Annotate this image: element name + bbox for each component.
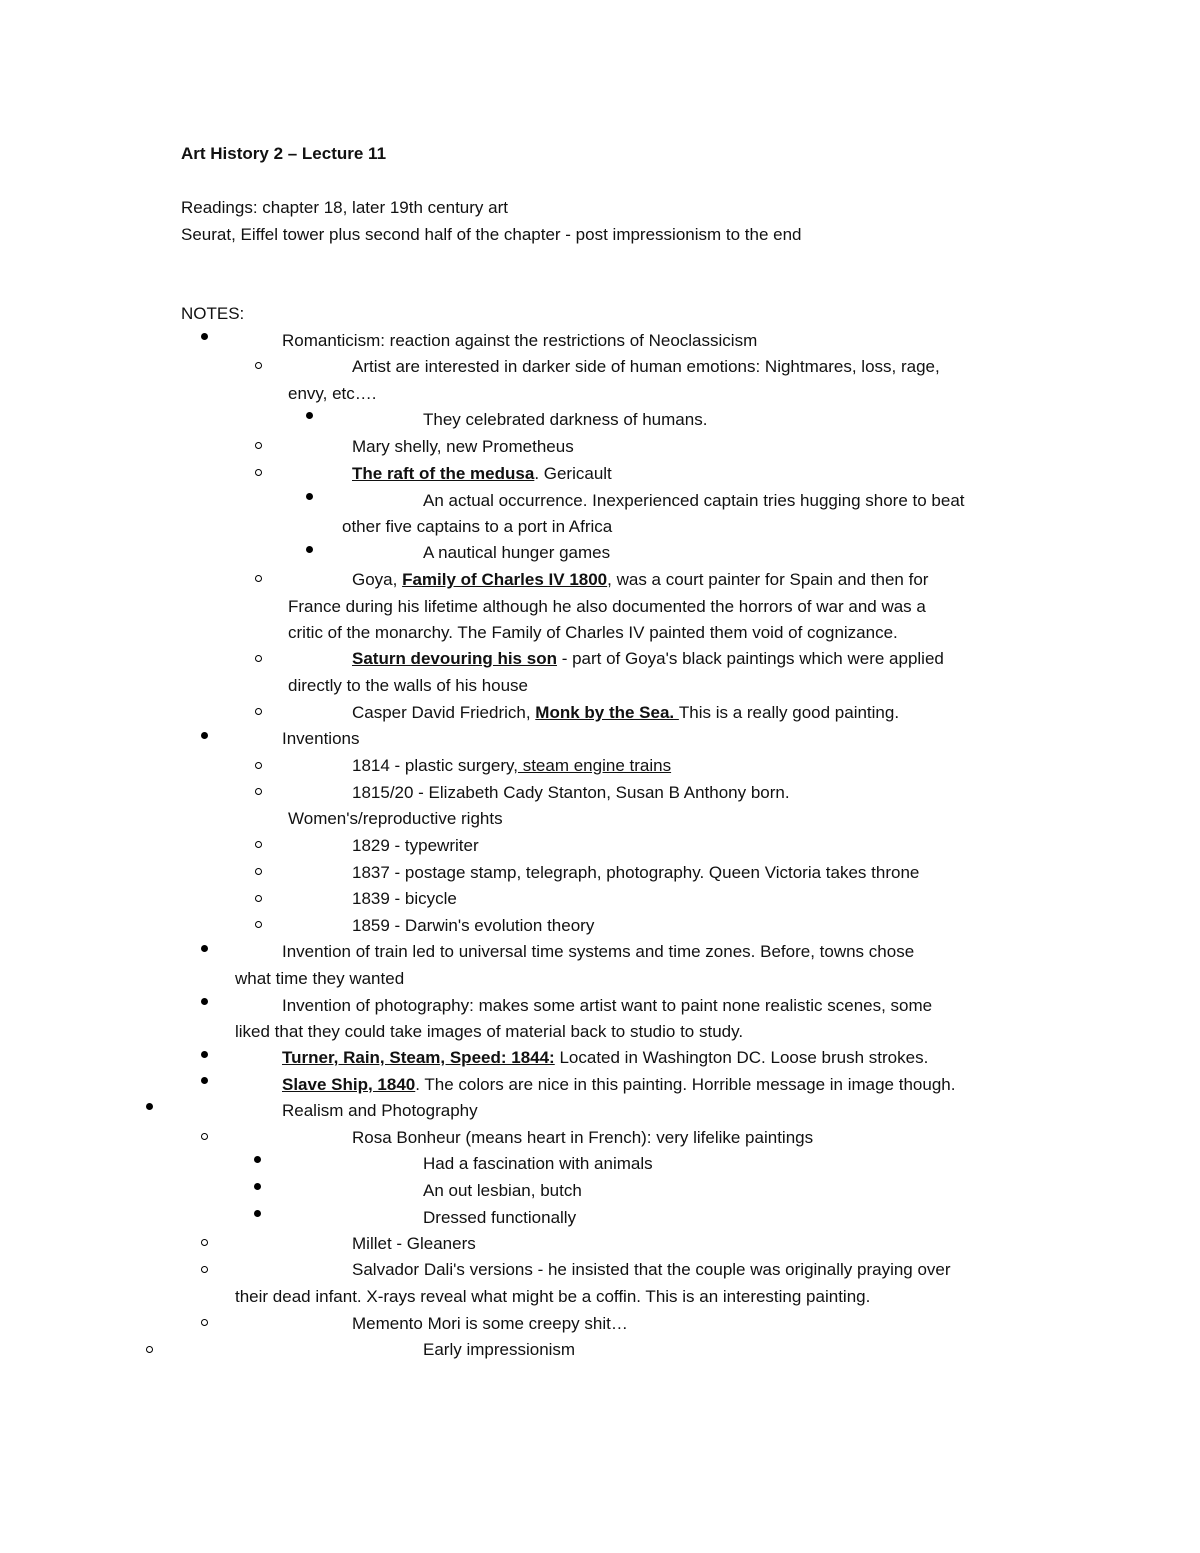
bullet-circle — [255, 708, 262, 715]
bullet-dot — [306, 493, 313, 500]
bullet-circle — [255, 362, 262, 369]
list-item: Inventions — [282, 729, 360, 748]
bullet-dot — [201, 945, 208, 952]
document-title: Art History 2 – Lecture 11 — [181, 144, 387, 163]
list-item: Millet - Gleaners — [352, 1234, 476, 1253]
list-item-continued: France during his lifetime although he also documented the horrors of war and was a — [288, 597, 926, 616]
list-item-text: 1814 - plastic surgery — [352, 756, 514, 775]
list-item: Salvador Dali's versions - he insisted that the couple was originally praying over — [352, 1260, 951, 1279]
bullet-dot — [201, 1077, 208, 1084]
bullet-circle — [255, 841, 262, 848]
artwork-title: Slave Ship, 1840 — [282, 1075, 416, 1094]
list-item: They celebrated darkness of humans. — [423, 410, 708, 429]
underlined-text: , steam engine trains — [513, 756, 672, 775]
bullet-circle — [146, 1346, 153, 1353]
list-item: Romanticism: reaction against the restrictions of Neoclassicism — [282, 331, 758, 350]
artwork-title: The raft of the medusa — [352, 464, 535, 483]
bullet-dot — [201, 1051, 208, 1058]
bullet-circle — [201, 1239, 208, 1246]
list-item-continued: directly to the walls of his house — [288, 676, 529, 695]
list-item: An out lesbian, butch — [423, 1181, 582, 1200]
bullet-circle — [201, 1133, 208, 1140]
list-item: Realism and Photography — [282, 1101, 478, 1120]
list-item-text: . The colors are nice in this painting. Horrible message in image though. — [415, 1075, 956, 1094]
bullet-circle — [201, 1319, 208, 1326]
list-item-text: This is a really good painting. — [678, 703, 900, 722]
bullet-dot — [306, 412, 313, 419]
list-item-text: . Gericault — [534, 464, 612, 483]
bullet-dot — [201, 732, 208, 739]
artwork-title: Family of Charles IV 1800 — [402, 570, 608, 589]
list-item: A nautical hunger games — [423, 543, 611, 562]
list-item — [352, 463, 612, 485]
artwork-title: Turner, Rain, Steam, Speed: 1844: — [282, 1048, 555, 1067]
list-item-continued: what time they wanted — [235, 969, 405, 988]
artwork-title: Saturn devouring his son — [352, 649, 557, 668]
list-item: 1815/20 - Elizabeth Cady Stanton, Susan B Anthony born. — [352, 783, 790, 802]
list-item-text: Located in Washington DC. Loose brush strokes. — [554, 1048, 929, 1067]
list-item-text: , was a court painter for Spain and then for — [607, 570, 929, 589]
list-item: Invention of train led to universal time systems and time zones. Before, towns chose — [282, 942, 915, 961]
bullet-dot — [254, 1210, 261, 1217]
list-item-continued: their dead infant. X-rays reveal what might be a coffin. This is an interesting painting. — [235, 1287, 871, 1306]
list-item: Invention of photography: makes some artist want to paint none realistic scenes, some — [282, 996, 933, 1015]
list-item: 1829 - typewriter — [352, 836, 479, 855]
list-item-text: Goya, — [352, 570, 403, 589]
bullet-circle — [255, 788, 262, 795]
bullet-circle — [255, 868, 262, 875]
list-item-continued: liked that they could take images of material back to studio to study. — [235, 1022, 744, 1041]
list-item — [282, 1074, 955, 1096]
list-item-text: Casper David Friedrich, — [352, 703, 536, 722]
bullet-circle — [255, 921, 262, 928]
readings-line: Seurat, Eiffel tower plus second half of the chapter - post impressionism to the end — [181, 225, 802, 244]
bullet-circle — [255, 762, 262, 769]
list-item: 1837 - postage stamp, telegraph, photography. Queen Victoria takes throne — [352, 863, 920, 882]
list-item: Had a fascination with animals — [423, 1154, 653, 1173]
list-item: Dressed functionally — [423, 1208, 577, 1227]
readings-line: Readings: chapter 18, later 19th century art — [181, 198, 508, 217]
artwork-title: Monk by the Sea. — [535, 703, 679, 722]
bullet-circle — [201, 1266, 208, 1273]
bullet-dot — [254, 1156, 261, 1163]
list-item-continued: Women's/reproductive rights — [288, 809, 503, 828]
list-item: An actual occurrence. Inexperienced captain tries hugging shore to beat — [423, 491, 965, 510]
list-item: Rosa Bonheur (means heart in French): very lifelike paintings — [352, 1128, 814, 1147]
list-item: Early impressionism — [423, 1340, 576, 1359]
list-item — [352, 755, 671, 777]
bullet-circle — [255, 655, 262, 662]
list-item — [352, 702, 899, 724]
list-item — [352, 569, 928, 591]
bullet-dot — [146, 1103, 153, 1110]
notes-label: NOTES: — [181, 304, 245, 323]
list-item: 1859 - Darwin's evolution theory — [352, 916, 595, 935]
list-item: 1839 - bicycle — [352, 889, 457, 908]
list-item — [282, 1047, 928, 1069]
bullet-circle — [255, 575, 262, 582]
bullet-circle — [255, 442, 262, 449]
bullet-dot — [201, 333, 208, 340]
list-item-continued: envy, etc…. — [288, 384, 377, 403]
list-item-text: - part of Goya's black paintings which were applied — [556, 649, 944, 668]
list-item — [352, 648, 944, 670]
bullet-dot — [201, 998, 208, 1005]
bullet-circle — [255, 895, 262, 902]
list-item: Mary shelly, new Prometheus — [352, 437, 574, 456]
bullet-circle — [255, 469, 262, 476]
list-item-continued: critic of the monarchy. The Family of Charles IV painted them void of cognizance. — [288, 623, 898, 642]
bullet-dot — [254, 1183, 261, 1190]
list-item-continued: other five captains to a port in Africa — [342, 517, 613, 536]
bullet-dot — [306, 546, 313, 553]
list-item: Memento Mori is some creepy shit… — [352, 1314, 628, 1333]
list-item: Artist are interested in darker side of human emotions: Nightmares, loss, rage, — [352, 357, 940, 376]
